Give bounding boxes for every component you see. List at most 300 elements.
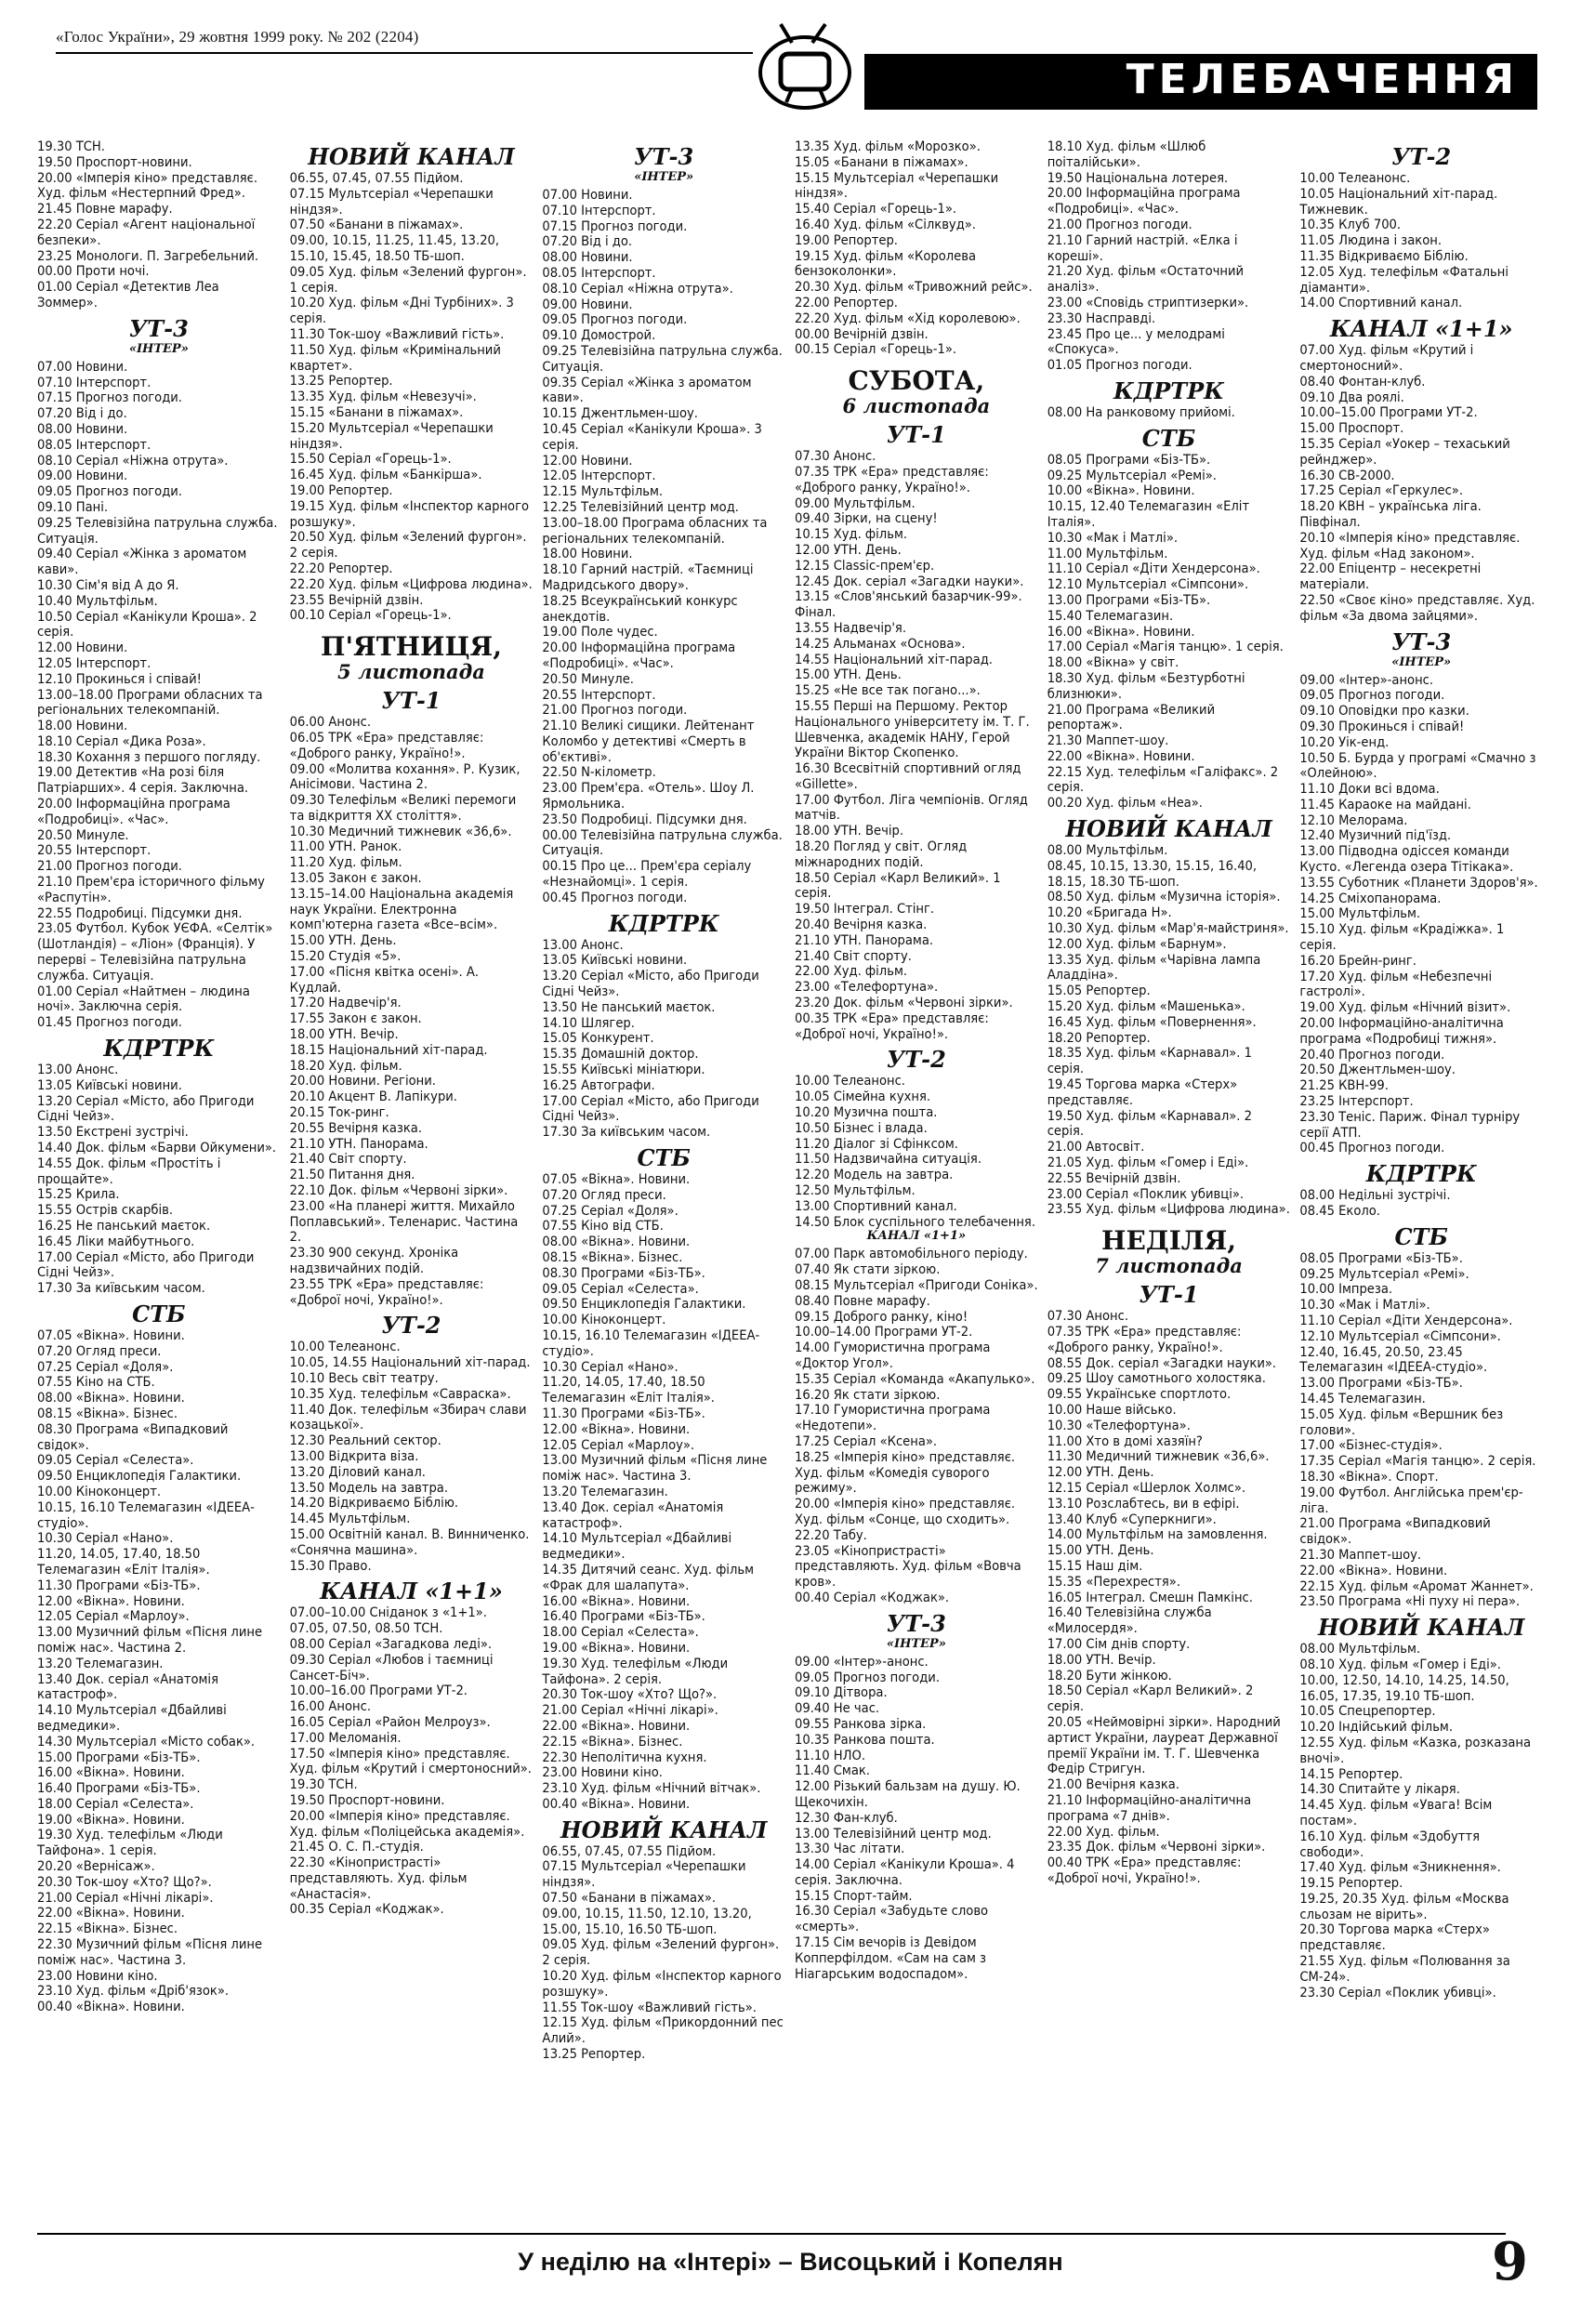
program-entry: 07.15 Мультсеріал «Черепашки ніндзя». (542, 1858, 746, 1891)
program-entry: 11.20 Худ. фільм. (289, 854, 402, 871)
program-entry: 09.00 «Інтер»-анонс. (1299, 671, 1434, 688)
program-entry: 23.45 Про це... у мелодрамі «Спокуса». (1047, 325, 1225, 358)
program-entry: 15.55 Острів скарбів. (37, 1202, 174, 1219)
program-entry: 11.40 Док. телефільм «Збирач слави козацької». (289, 1401, 527, 1433)
program-entry: 15.00 УТН. День. (289, 932, 397, 949)
program-entry: 19.30 ТСН. (37, 139, 105, 154)
program-entry: 10.15, 16.10 Телемагазин «ІДЕЕА-студіо». (542, 1327, 760, 1359)
program-entry: 12.00 УТН. День. (795, 541, 902, 558)
program-entry: 23.30 900 секунд. Хроніка надзвичайних подій. (289, 1245, 459, 1276)
program-entry: 12.50 Мультфільм. (795, 1182, 916, 1199)
program-entry: 00.40 «Вікна». Новини. (542, 1795, 691, 1812)
program-entry: 09.50 Енциклопедія Галактики. (37, 1468, 242, 1485)
program-entry: 09.55 Ранкова зірка. (795, 1715, 927, 1732)
program-entry: 21.10 Прем'єра історичного фільму «Распутін». (37, 874, 265, 905)
program-entry: 15.40 Серіал «Горець-1». (795, 201, 957, 218)
program-entry: 10.00, 12.50, 14.10, 14.25, 14.50, 16.05, 17.35, 19.10 ТБ-шоп. (1299, 1671, 1509, 1704)
program-entry: 18.25 «Імперія кіно» представляє. Худ. фільм «Комедія суворого режиму». (795, 1448, 1016, 1497)
program-entry: 10.00 Кіноконцерт. (542, 1312, 666, 1328)
program-entry: 20.50 Минуле. (37, 826, 129, 843)
program-entry: 20.55 Інтерспорт. (542, 686, 656, 703)
program-entry: 14.10 Мультсеріал «Дбайливі ведмедики». (542, 1530, 732, 1563)
program-entry: 21.30 Маппет-шоу. (1047, 733, 1169, 749)
program-entry: 20.30 Ток-шоу «Хто? Що?». (542, 1686, 718, 1703)
program-entry: 07.20 Від і до. (542, 233, 633, 250)
program-entry: 09.10 Два роялі. (1299, 389, 1404, 405)
program-entry: 17.00 Футбол. Ліга чемпіонів. Огляд матчів. (795, 791, 1028, 824)
program-entry: 13.15 «Слов'янський базарчик-99». Фінал. (795, 588, 1022, 621)
program-entry: 07.20 Огляд преси. (37, 1342, 162, 1359)
program-entry: 16.30 Всесвітній спортивний огляд «Gillette». (795, 760, 1021, 792)
program-entry: 10.05 Спецрепортер. (1299, 1703, 1436, 1720)
program-entry: 20.10 «Імперія кіно» представляє. Худ. фільм «Над законом». (1299, 529, 1521, 561)
program-entry: 23.30 Насправді. (1047, 310, 1156, 326)
program-entry: 12.10 Мультсеріал «Сімпсони». (1299, 1327, 1501, 1344)
program-entry: 20.55 Вечірня казка. (289, 1119, 423, 1136)
schedule-column (542, 139, 785, 2226)
program-entry: 07.00 Парк автомобільного періоду. (795, 1246, 1028, 1262)
program-entry: 09.00 Новини. (542, 296, 633, 312)
program-entry: 20.05 «Неймовірні зірки». Народний артист України, лауреат Державної премії України ім. Т. Г. Шевченка Федір Стригун. (1047, 1713, 1281, 1777)
channel-heading: УТ-2 (381, 1312, 441, 1340)
program-entry: 15.00 Проспорт. (1299, 420, 1404, 437)
program-entry: 18.00 «Вікна» у світ. (1047, 654, 1179, 671)
program-entry: 01.45 Прогноз погоди. (37, 1014, 182, 1031)
program-entry: 07.25 Серіал «Доля». (37, 1358, 174, 1375)
program-entry: 13.05 Закон є закон. (289, 870, 422, 887)
program-entry: 11.10 НЛО. (795, 1747, 866, 1763)
program-entry: 21.45 О. С. П.-студія. (289, 1839, 424, 1855)
program-entry: 08.45 Еколо. (1299, 1203, 1380, 1220)
program-entry: 19.50 Проспорт-новини. (37, 153, 192, 170)
program-entry: 18.20 Бути жінкою. (1047, 1667, 1172, 1684)
program-entry: 18.00 УТН. Вечір. (1047, 1651, 1156, 1668)
program-entry: 10.50 Серіал «Канікули Кроша». 2 серія. (37, 608, 257, 640)
program-entry: 00.45 Прогноз погоди. (1299, 1140, 1445, 1156)
program-entry: 07.00 Худ. фільм «Крутий і смертоносний». (1299, 342, 1474, 374)
program-entry: 08.30 Програма «Випадковий свідок». (37, 1420, 229, 1453)
program-entry: 12.15 Мультфільм. (542, 483, 664, 500)
program-entry: 15.05 Конкурент. (542, 1030, 654, 1047)
footer-rule (37, 2233, 1506, 2235)
channel-subheading: КАНАЛ «1+1» (866, 1229, 967, 1244)
program-entry: 22.00 «Вікна». Новини. (37, 1905, 185, 1921)
program-entry: 23.55 Вечірній дзвін. (289, 591, 424, 608)
program-entry: 22.50 N-кілометр. (542, 764, 656, 781)
program-entry: 09.15 Доброго ранку, кіно! (795, 1308, 968, 1325)
program-entry: 15.00 Програми «Біз-ТБ». (37, 1749, 201, 1765)
program-entry: 15.00 УТН. День. (795, 667, 902, 683)
channel-heading: УТ-2 (886, 1046, 946, 1074)
program-entry: 18.00 Новини. (37, 718, 128, 734)
channel-heading: КДРТРК (1113, 376, 1224, 404)
program-entry: 07.05, 07.50, 08.50 ТСН. (289, 1620, 443, 1637)
program-entry: 12.00 «Вікна». Новини. (37, 1592, 185, 1609)
program-entry: 08.30 Програми «Біз-ТБ». (542, 1264, 705, 1281)
program-entry: 13.35 Худ. фільм «Невезучі». (289, 389, 477, 405)
channel-heading: УТ-1 (1139, 1281, 1199, 1309)
program-entry: 16.45 Ліки майбутнього. (37, 1233, 195, 1249)
program-entry: 11.30 Медичний тижневик «36,6». (1047, 1448, 1270, 1465)
program-entry: 22.30 Неполітична кухня. (542, 1749, 707, 1765)
program-entry: 07.55 Кіно від СТБ. (542, 1218, 664, 1235)
program-entry: 22.00 Худ. фільм. (795, 963, 908, 980)
program-entry: 09.05 Прогноз погоди. (542, 311, 688, 328)
program-entry: 22.20 Табу. (795, 1526, 867, 1543)
program-entry: 23.00 Серіал «Поклик убивці». (1047, 1185, 1245, 1202)
program-entry: 10.30 «Телефортуна». (1047, 1417, 1191, 1433)
program-entry: 13.05 Київські новини. (542, 952, 688, 969)
program-entry: 21.10 УТН. Панорама. (289, 1135, 428, 1152)
section-banner (864, 54, 1537, 110)
program-entry: 21.40 Світ спорту. (795, 947, 912, 964)
program-entry: 16.40 Програми «Біз-ТБ». (542, 1608, 705, 1625)
program-entry: 00.15 Серіал «Горець-1». (795, 341, 957, 358)
program-entry: 13.20 Діловий канал. (289, 1463, 426, 1480)
program-entry: 13.40 Док. серіал «Анатомія катастроф». (37, 1670, 218, 1703)
program-entry: 00.00 Вечірній дзвін. (795, 325, 929, 342)
program-entry: 10.20 «Бригада Н». (1047, 905, 1172, 921)
program-entry: 10.00 Телеанонс. (795, 1073, 905, 1089)
program-entry: 20.20 «Вернісаж». (37, 1858, 155, 1875)
program-entry: 11.00 Хто в домі хазяїн? (1047, 1433, 1203, 1449)
program-entry: 11.55 Ток-шоу «Важливий гість». (542, 1999, 757, 2015)
program-entry: 14.30 Спитайте у лікаря. (1299, 1781, 1460, 1798)
program-entry: 20.00 Новини. Регіони. (289, 1073, 436, 1089)
program-entry: 21.00 Автосвіт. (1047, 1139, 1145, 1155)
program-entry: 01.05 Прогноз погоди. (1047, 357, 1192, 374)
program-entry: 20.50 Минуле. (542, 670, 634, 687)
program-entry: 18.00 Новини. (542, 546, 633, 562)
program-entry: 19.30 Худ. телефільм «Люди Тайфона». 1 серія. (37, 1827, 223, 1859)
program-entry: 08.00 Новини. (37, 420, 128, 437)
channel-subheading: «ІНТЕР» (886, 1636, 946, 1651)
program-entry: 13.25 Репортер. (542, 2046, 646, 2063)
program-entry: 09.00 «Інтер»-анонс. (795, 1653, 929, 1670)
program-entry: 23.05 Футбол. Кубок УЄФА. «Селтік» (Шотландія) – «Ліон» (Франція). У перерві – Телевізійна патрульна служба. Ситуація. (37, 920, 273, 984)
program-entry: 10.35 Клуб 700. (1299, 217, 1402, 233)
program-entry: 18.20 Репортер. (1047, 1029, 1151, 1046)
program-entry: 00.15 Про це... Прем'єра серіалу «Незнайомці». 1 серія. (542, 858, 752, 891)
program-entry: 16.40 Програми «Біз-ТБ». (37, 1780, 201, 1797)
program-entry: 20.00 Інформаційна програма «Подробиці». «Час». (542, 640, 736, 671)
program-entry: 00.35 ТРК «Ера» представляє: «Доброї ночі, Україно!». (795, 1010, 989, 1042)
program-entry: 08.00 Мультфільм. (1047, 842, 1168, 859)
program-entry: 15.35 Домашній доктор. (542, 1046, 699, 1063)
program-entry: 11.40 Смак. (795, 1763, 870, 1779)
program-entry: 14.45 Худ. фільм «Увага! Всім постам». (1299, 1797, 1493, 1829)
program-entry: 18.20 Худ. фільм. (289, 1057, 402, 1074)
program-entry: 22.15 «Вікна». Бізнес. (37, 1921, 178, 1937)
program-entry: 13.10 Розслабтесь, ви в ефірі. (1047, 1495, 1240, 1512)
program-entry: 10.00 «Вікна». Новини. (1047, 482, 1195, 499)
program-entry: 15.30 Право. (289, 1557, 372, 1574)
program-entry: 11.45 Караоке на майдані. (1299, 796, 1471, 812)
channel-heading: НОВИЙ КАНАЛ (560, 1816, 768, 1843)
program-entry: 10.40 Мультфільм. (37, 592, 158, 609)
program-entry: 15.05 Худ. фільм «Вершник без голови». (1299, 1406, 1504, 1438)
channel-heading: КДРТРК (1365, 1160, 1477, 1188)
program-entry: 22.55 Подробиці. Підсумки дня. (37, 905, 243, 921)
program-entry: 20.30 Худ. фільм «Тривожний рейс». (795, 279, 1033, 296)
program-entry: 10.20 Худ. фільм «Інспектор карного розшуку». (542, 1968, 782, 2000)
program-entry: 09.55 Українське спортлото. (1047, 1386, 1232, 1403)
program-entry: 15.25 «Не все так погано...». (795, 682, 981, 699)
channel-heading: УТ-3 (128, 314, 189, 342)
program-entry: 10.20 Індійський фільм. (1299, 1719, 1454, 1736)
program-entry: 22.00 Репортер. (795, 294, 898, 310)
program-entry: 07.15 Мультсеріал «Черепашки ніндзя». (289, 185, 494, 218)
program-entry: 13.20 Серіал «Місто, або Пригоди Сідні Чейз». (37, 1092, 255, 1125)
program-entry: 09.25 Телевізійна патрульна служба. Ситуація. (542, 342, 783, 375)
masthead-rule (56, 52, 753, 54)
program-entry: 10.30 Серіал «Нано». (542, 1358, 679, 1375)
program-entry: 14.30 Мультсеріал «Місто собак». (37, 1733, 256, 1750)
program-entry: 08.00 Новини. (542, 249, 633, 266)
program-entry: 23.20 Док. фільм «Червоні зірки». (795, 995, 1013, 1011)
program-entry: 12.20 Модель на завтра. (795, 1167, 954, 1183)
channel-heading: КАНАЛ «1+1» (1329, 315, 1513, 343)
program-entry: 23.00 «На планері життя. Михайло Поплавський». Теленарис. Частина 2. (289, 1197, 519, 1246)
program-entry: 00.00 Телевізійна патрульна служба. Ситуація. (542, 826, 783, 859)
program-entry: 00.45 Прогноз погоди. (542, 889, 688, 905)
program-entry: 15.10 Худ. фільм «Крадіжка». 1 серія. (1299, 921, 1505, 954)
program-entry: 23.25 Монологи. П. Загребельний. (37, 247, 259, 264)
program-entry: 07.00 Новини. (542, 187, 633, 203)
schedule-column (1299, 139, 1543, 2226)
program-entry: 09.10 Домострой. (542, 327, 656, 344)
program-entry: 10.35 Ранкова пошта. (795, 1731, 935, 1748)
program-entry: 23.00 Новини кіно. (37, 1967, 158, 1984)
program-entry: 09.05 Худ. фільм «Зелений фургон». 1 серія. (289, 263, 527, 296)
program-entry: 13.00 Телевізійний центр мод. (795, 1825, 992, 1842)
program-entry: 07.00–10.00 Сніданок з «1+1». (289, 1604, 487, 1621)
program-entry: 17.25 Серіал «Ксена». (795, 1433, 938, 1449)
program-entry: 10.15 Джентльмен-шоу. (542, 405, 698, 422)
program-entry: 09.25 Мультсеріал «Ремі». (1299, 1265, 1469, 1282)
program-entry: 12.10 Мелорама. (1299, 812, 1408, 828)
channel-heading: УТ-3 (1391, 627, 1452, 655)
program-entry: 21.40 Світ спорту. (289, 1151, 407, 1168)
section-title: ТЕЛЕБАЧЕННЯ (1126, 56, 1519, 103)
program-entry: 11.20, 14.05, 17.40, 18.50 Телемагазин «Еліт Італія». (37, 1546, 210, 1578)
page-number: 9 (1492, 2231, 1528, 2292)
program-entry: 16.45 Худ. фільм «Повернення». (1047, 1013, 1257, 1030)
program-entry: 11.30 Програми «Біз-ТБ». (542, 1405, 705, 1421)
program-entry: 20.00 «Імперія кіно» представляє. Худ. фільм «Нестерпний Фред». (37, 169, 258, 202)
program-entry: 08.10 Худ. фільм «Гомер і Еді». (1299, 1656, 1501, 1672)
program-entry: 10.00–15.00 Програми УТ-2. (1299, 404, 1478, 421)
program-entry: 17.40 Худ. фільм «Зникнення». (1299, 1859, 1501, 1876)
program-entry: 07.15 Прогноз погоди. (542, 218, 688, 234)
program-entry: 16.00 Анонс. (289, 1698, 371, 1715)
tv-schedule (37, 139, 1543, 2226)
program-entry: 17.35 Серіал «Магія танцю». 2 серія. (1299, 1453, 1536, 1470)
program-entry: 00.35 Серіал «Коджак». (289, 1901, 444, 1918)
program-entry: 14.40 Док. фільм «Барви Ойкумени». (37, 1140, 277, 1156)
program-entry: 21.00 Прогноз погоди. (1047, 216, 1192, 232)
program-entry: 09.25 Телевізійна патрульна служба. Ситуація. (37, 514, 278, 547)
program-entry: 12.15 Classic-прем'єр. (795, 557, 935, 574)
day-heading: СУБОТА, (848, 365, 985, 397)
program-entry: 07.30 Анонс. (795, 448, 876, 465)
program-entry: 16.30 Серіал «Забудьте слово «смерть». (795, 1903, 989, 1935)
program-entry: 09.05 Прогноз погоди. (1299, 687, 1445, 704)
program-entry: 09.40 Серіал «Жінка з ароматом кави». (37, 546, 247, 578)
program-entry: 11.20, 14.05, 17.40, 18.50 Телемагазин «Еліт Італія». (542, 1374, 715, 1406)
program-entry: 19.30 Худ. телефільм «Люди Тайфона». 2 серія. (542, 1655, 729, 1687)
program-entry: 11.00 Мультфільм. (1047, 545, 1168, 561)
program-entry: 12.00 Різький бальзам на душу. Ю. Щекочихін. (795, 1778, 1021, 1810)
program-entry: 11.30 Програми «Біз-ТБ». (37, 1577, 201, 1593)
program-entry: 08.00 Недільні зустрічі. (1299, 1187, 1451, 1204)
channel-heading: КДРТРК (608, 909, 719, 937)
program-entry: 09.00 «Молитва кохання». Р. Кузик, Анісімови. Частина 2. (289, 760, 520, 793)
program-entry: 19.15 Худ. фільм «Королева бензоколонки». (795, 247, 977, 280)
program-entry: 15.25 Крила. (37, 1186, 120, 1203)
program-entry: 21.10 Великі сищики. Лейтенант Коломбо у детективі «Смерть в об'єктиві». (542, 718, 755, 765)
program-entry: 10.20 Худ. фільм «Дні Турбіних». 3 серія. (289, 295, 514, 327)
program-entry: 13.20 Серіал «Місто, або Пригоди Сідні Чейз». (542, 968, 759, 1000)
program-entry: 22.20 Худ. фільм «Хід королевою». (795, 310, 1021, 326)
program-entry: 07.05 «Вікна». Новини. (542, 1171, 691, 1188)
program-entry: 17.25 Серіал «Геркулес». (1299, 482, 1463, 499)
program-entry: 08.00 Мультфільм. (1299, 1641, 1421, 1657)
program-entry: 12.45 Док. серіал «Загадки науки». (795, 573, 1024, 589)
program-entry: 12.00 «Вікна». Новини. (542, 1420, 691, 1437)
program-entry: 20.30 Торгова марка «Стерх» представляє. (1299, 1921, 1490, 1954)
program-entry: 16.00 «Вікна». Новини. (1047, 623, 1195, 640)
program-entry: 08.05 Інтерспорт. (37, 436, 152, 453)
program-entry: 17.00 Серіал «Магія танцю». 1 серія. (1047, 639, 1284, 655)
program-entry: 18.10 Серіал «Дика Роза». (37, 733, 206, 749)
program-entry: 13.00 Музичний фільм «Пісня лине поміж нас». Частина 2. (37, 1624, 263, 1656)
program-entry: 10.00 Телеанонс. (1299, 170, 1411, 186)
program-entry: 07.35 ТРК «Ера» представляє: «Доброго ранку, Україно!». (1047, 1324, 1242, 1355)
program-entry: 17.00 «Пісня квітка осені». А. Кудлай. (289, 963, 480, 996)
program-entry: 14.10 Шлягер. (542, 1014, 635, 1031)
program-entry: 07.30 Анонс. (1047, 1308, 1129, 1325)
program-entry: 13.25 Репортер. (289, 373, 393, 390)
program-entry: 00.40 «Вікна». Новини. (37, 1999, 185, 2015)
program-entry: 09.00 Мультфільм. (795, 495, 916, 511)
program-entry: 15.05 Репортер. (1047, 983, 1151, 999)
program-entry: 19.00 «Вікна». Новини. (542, 1639, 691, 1656)
program-entry: 21.20 Худ. фільм «Остаточний аналіз». (1047, 263, 1245, 296)
program-entry: 06.55, 07.45, 07.55 Підйом. (289, 170, 464, 186)
program-entry: 00.00 Проти ночі. (37, 263, 150, 280)
program-entry: 10.20 Уік-енд. (1299, 733, 1390, 750)
program-entry: 11.30 Ток-шоу «Важливий гість». (289, 325, 505, 342)
program-entry: 22.15 «Вікна». Бізнес. (542, 1733, 683, 1750)
program-entry: 10.30 Медичний тижневик «36,6». (289, 823, 512, 839)
program-entry: 00.40 Серіал «Коджак». (795, 1589, 950, 1605)
program-entry: 20.50 Джентльмен-шоу. (1299, 1062, 1456, 1078)
program-entry: 22.20 Худ. фільм «Цифрова людина». (289, 575, 533, 592)
program-entry: 23.00 Новини кіно. (542, 1764, 663, 1781)
program-entry: 07.20 Від і до. (37, 405, 127, 422)
program-entry: 19.50 Проспорт-новини. (289, 1791, 445, 1808)
program-entry: 17.00 Меломанія. (289, 1729, 402, 1746)
program-entry: 00.10 Серіал «Горець-1». (289, 607, 452, 624)
program-entry: 19.00 Поле чудес. (542, 624, 658, 640)
program-entry: 14.55 Док. фільм «Простіть і прощайте». (37, 1155, 221, 1187)
program-entry: 20.40 Прогноз погоди. (1299, 1046, 1445, 1063)
program-entry: 12.00 Худ. фільм «Барнум». (1047, 935, 1227, 952)
program-entry: 11.50 Худ. фільм «Кримінальний квартет». (289, 341, 501, 374)
program-entry: 22.00 Худ. фільм. (1047, 1823, 1160, 1840)
program-entry: 12.15 Худ. фільм «Прикордонний пес Алий». (542, 2014, 784, 2047)
program-entry: 23.55 ТРК «Ера» представляє: «Доброї ночі, Україно!». (289, 1275, 484, 1308)
program-entry: 10.00–16.00 Програми УТ-2. (289, 1683, 468, 1699)
program-entry: 11.10 Доки всі вдома. (1299, 781, 1440, 798)
date-heading: 5 листопада (337, 660, 485, 684)
program-entry: 09.00, 10.15, 11.25, 11.45, 13.20, 15.10, 15.45, 18.50 ТБ-шоп. (289, 232, 500, 264)
program-entry: 15.00 Освітній канал. В. Винниченко. «Сонячна машина». (289, 1525, 530, 1558)
program-entry: 19.00 Худ. фільм «Нічний візит». (1299, 999, 1511, 1016)
program-entry: 09.05 Прогноз погоди. (37, 483, 182, 500)
program-entry: 11.00 УТН. Ранок. (289, 838, 402, 855)
program-entry: 07.00 Новини. (37, 358, 128, 375)
program-entry: 08.40 Фонтан-клуб. (1299, 373, 1426, 390)
program-entry: 14.15 Репортер. (1299, 1765, 1403, 1782)
program-entry: 15.00 УТН. День. (1047, 1542, 1154, 1559)
program-entry: 12.30 Фан-клуб. (795, 1809, 898, 1826)
program-entry: 06.05 ТРК «Ера» представляє: «Доброго ранку, Україно!». (289, 729, 484, 761)
program-entry: 09.05 Худ. фільм «Зелений фургон». 2 серія. (542, 1936, 780, 1969)
program-entry: 13.35 Худ. фільм «Морозко». (795, 139, 981, 154)
program-entry: 19.50 Інтеграл. Стінг. (795, 901, 935, 918)
program-entry: 16.25 Автографи. (542, 1076, 655, 1093)
program-entry: 13.00 Підводна одіссея команди Кусто. «Легенда озера Тітікака». (1299, 843, 1514, 876)
channel-heading: СТБ (1141, 424, 1196, 452)
program-entry: 15.15 Мультсеріал «Черепашки ніндзя». (795, 169, 999, 202)
program-entry: 15.15 «Банани в піжамах». (289, 403, 464, 420)
program-entry: 23.10 Худ. фільм «Нічний вітчак». (542, 1780, 761, 1797)
program-entry: 12.05 Серіал «Марлоу». (542, 1436, 695, 1453)
program-entry: 20.55 Інтерспорт. (37, 842, 152, 859)
channel-heading: УТ-3 (886, 1609, 946, 1637)
program-entry: 18.00 Серіал «Селеста». (37, 1795, 194, 1812)
program-entry: 21.45 Повне марафу. (37, 201, 173, 218)
program-entry: 12.05 Серіал «Марлоу». (37, 1608, 190, 1625)
program-entry: 14.35 Дитячий сеанс. Худ. фільм «Фрак для шалапута». (542, 1561, 754, 1593)
program-entry: 10.00 Телеанонс. (289, 1339, 401, 1355)
program-entry: 08.00 «Вікна». Новини. (37, 1390, 185, 1406)
program-entry: 21.00 Серіал «Нічні лікарі». (542, 1702, 718, 1719)
program-entry: 19.15 Репортер. (1299, 1875, 1403, 1892)
program-entry: 09.10 Дітвора. (795, 1684, 888, 1701)
program-entry: 23.25 Інтерспорт. (1299, 1093, 1414, 1110)
program-entry: 13.00 Анонс. (37, 1062, 119, 1078)
program-entry: 08.05 Програми «Біз-ТБ». (1047, 451, 1211, 468)
program-entry: 19.00 Детектив «На розі біля Патріарших». 4 серія. Заключна. (37, 764, 249, 797)
program-entry: 14.10 Мультсеріал «Дбайливі ведмедики». (37, 1702, 227, 1734)
program-entry: 18.00 УТН. Вечір. (289, 1026, 399, 1043)
program-entry: 15.15 Спорт-тайм. (795, 1887, 913, 1904)
program-entry: 10.30 Сім'я від А до Я. (37, 576, 179, 593)
program-entry: 22.00 «Вікна». Новини. (1299, 1562, 1448, 1578)
program-entry: 01.00 Серіал «Найтмен – людина ночі». Заключна серія. (37, 983, 250, 1015)
program-entry: 18.30 «Вікна». Спорт. (1299, 1468, 1439, 1485)
program-entry: 12.10 Прокинься і співай! (37, 670, 202, 687)
program-entry: 07.55 Кіно на СТБ. (37, 1374, 155, 1391)
program-entry: 00.20 Худ. фільм «Неа». (1047, 795, 1203, 812)
program-entry: 13.00 Анонс. (542, 936, 624, 953)
program-entry: 21.00 Програма «Великий репортаж». (1047, 701, 1216, 733)
program-entry: 11.50 Надзвичайна ситуація. (795, 1151, 982, 1168)
program-entry: 08.15 Мультсеріал «Пригоди Соніка». (795, 1277, 1038, 1293)
